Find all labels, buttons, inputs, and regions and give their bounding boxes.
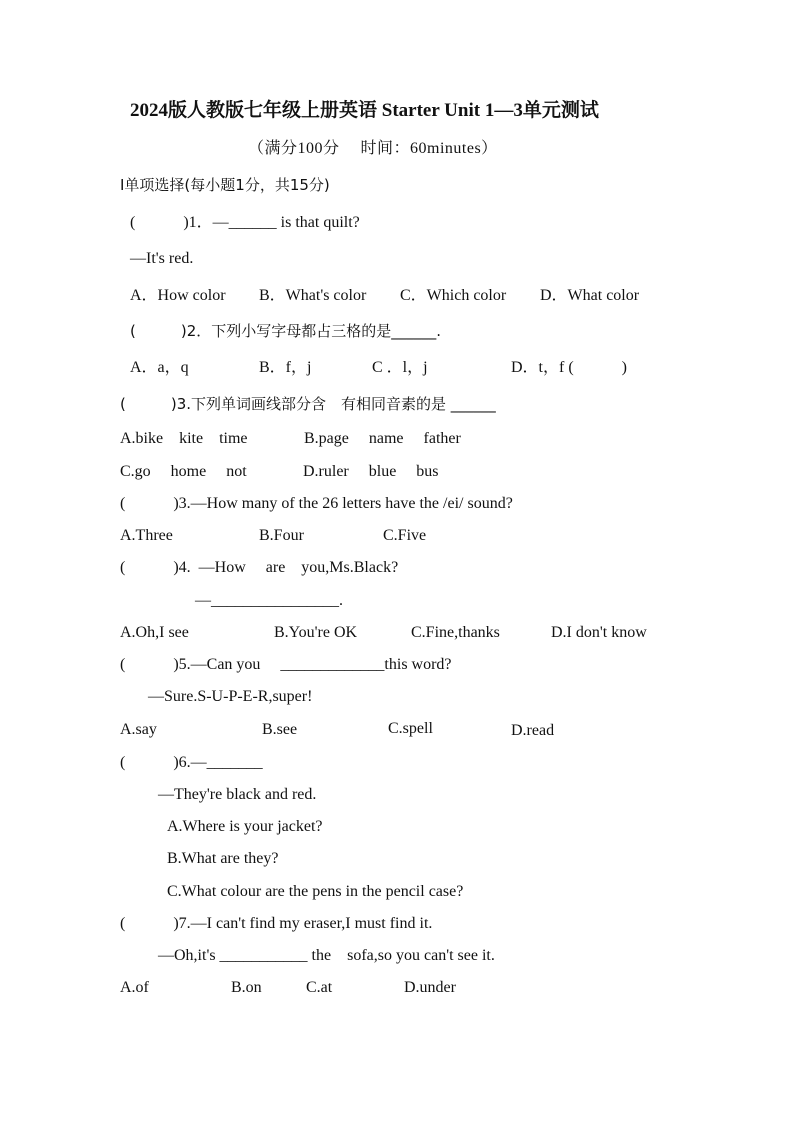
question-7-option-b: B.on [231,979,262,996]
question-3b-option-c: C.Five [383,527,427,544]
question-1-answer-line: —It's red. [130,250,194,267]
question-7-option-d: D.under [404,979,456,996]
question-7-stem: ( )7.—I can't find my eraser,I must find it. [120,915,433,932]
question-1-option-b: B．What's color [259,287,367,304]
question-3a-stem: ( )3.下列单词画线部分含 有相同音素的是 ______ [120,395,496,413]
question-2-option-b: B．f，j [259,359,312,376]
page-title: 2024版人教版七年级上册英语 Starter Unit 1—3单元测试 [130,100,599,121]
question-3b-option-a: A.Three [120,527,173,544]
question-7-answer-line: —Oh,it's ___________ the sofa,so you can't see it. [158,947,495,964]
question-6-answer-line: —They're black and red. [158,786,317,803]
question-4-answer-line: —________________. [195,592,343,609]
question-2-option-c: C ．l，j [372,359,428,376]
question-1-option-a: A．How color [130,287,226,304]
question-6-stem: ( )6.—_______ [120,754,263,771]
section-heading: I单项选择(每小题1分，共15分) [120,176,330,194]
question-3b-option-b: B.Four [259,527,304,544]
question-4-option-c: C.Fine,thanks [411,624,500,641]
question-4-option-a: A.Oh,I see [120,624,189,641]
question-2-option-d: D．t，f ( ) [511,359,627,376]
question-1-option-c: C．Which color [400,287,507,304]
question-7-option-a: A.of [120,979,149,996]
question-5-option-b: B.see [262,721,298,738]
question-5-stem: ( )5.—Can you _____________this word? [120,656,452,673]
question-4-stem: ( )4. —How are you,Ms.Black? [120,559,399,576]
question-3a-option-d: D.ruler blue bus [303,463,439,480]
question-6-option-c: C.What colour are the pens in the pencil case? [167,883,464,900]
question-1-option-d: D．What color [540,287,640,304]
question-3b-stem: ( )3.—How many of the 26 letters have the /ei/ sound? [120,495,513,512]
question-3a-option-c: C.go home not [120,463,247,480]
question-5-option-a: A.say [120,721,157,738]
question-3a-option-b: B.page name father [304,430,461,447]
question-5-answer-line: —Sure.S-U-P-E-R,super! [148,688,313,705]
question-5-option-c: C.spell [388,720,433,737]
question-4-option-b: B.You're OK [274,624,358,641]
question-5-option-d: D.read [511,722,555,739]
question-7-option-c: C.at [306,979,333,996]
question-6-option-a: A.Where is your jacket? [167,818,323,835]
score-time-info: （满分100分 时间：60minutes） [248,140,498,157]
question-2-option-a: A．a，q [130,359,189,376]
question-1-stem: ( )1．—______ is that quilt? [130,214,360,231]
question-6-option-b: B.What are they? [167,850,279,867]
question-2-stem: ( )2．下列小写字母都占三格的是______. [130,322,442,340]
question-3a-option-a: A.bike kite time [120,430,248,447]
question-4-option-d: D.I don't know [551,624,647,641]
